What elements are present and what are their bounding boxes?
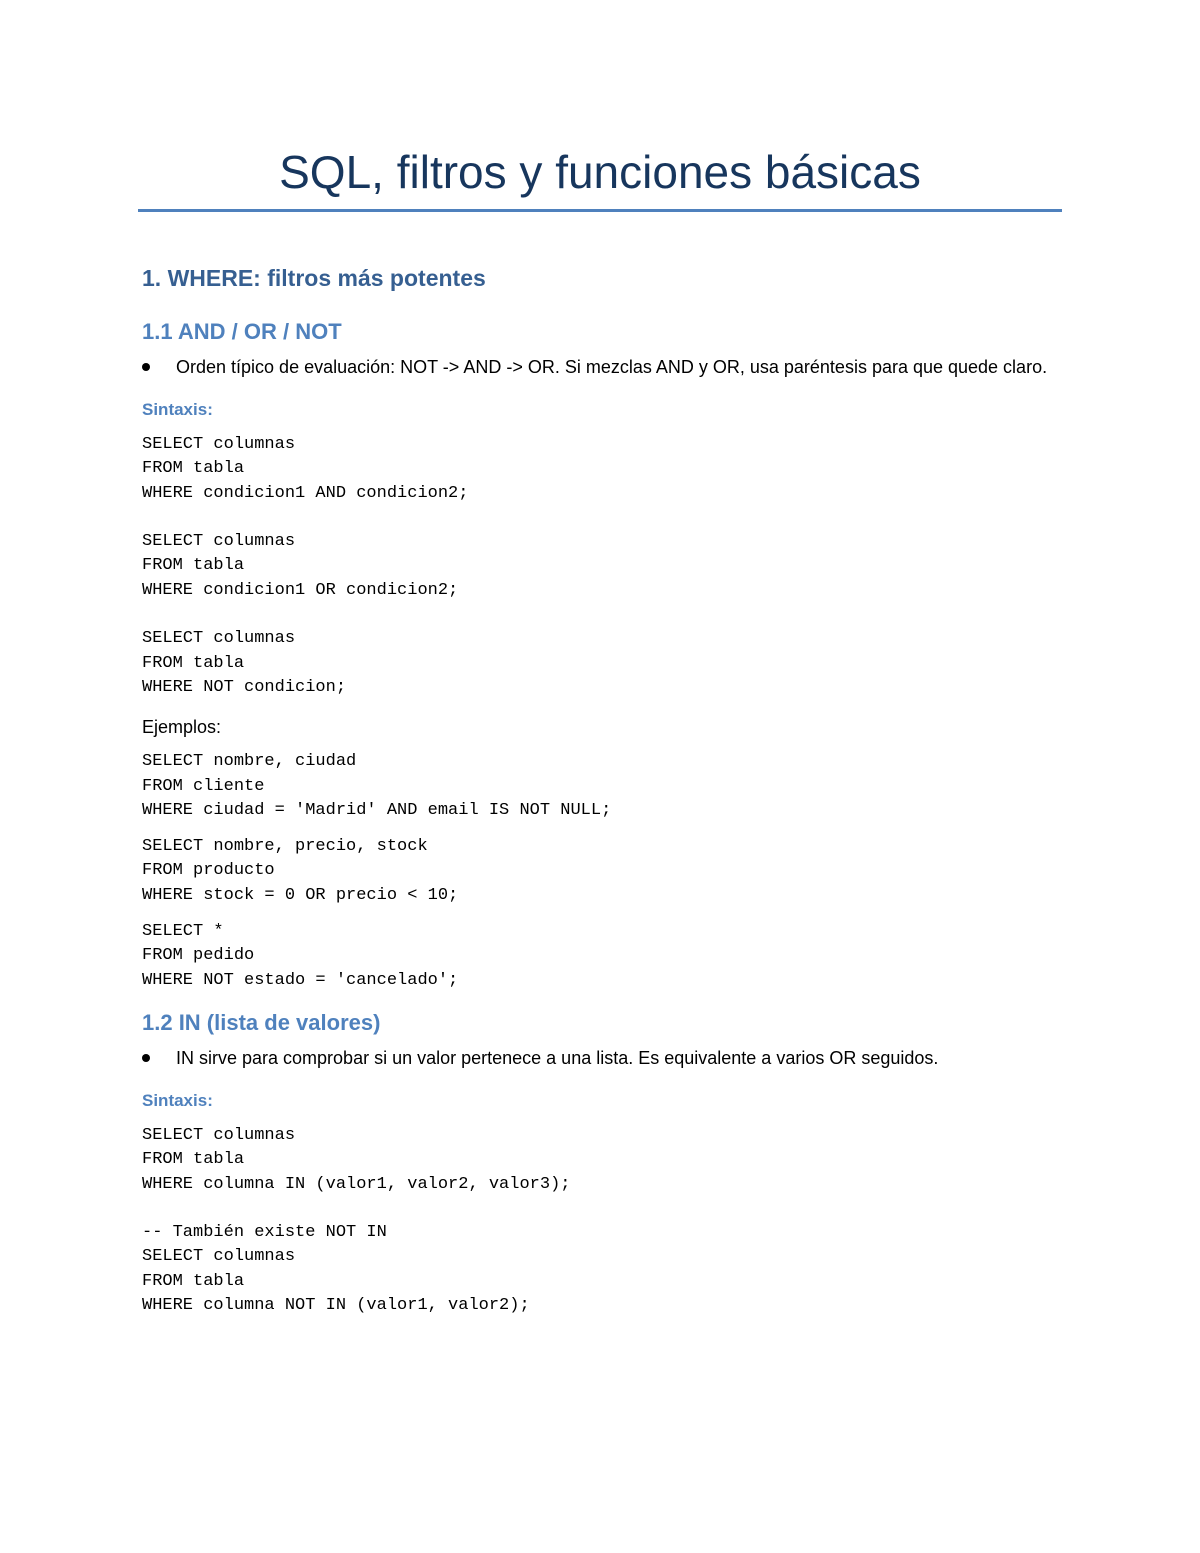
code-line: SELECT columnas	[142, 1125, 296, 1145]
page-title: SQL, filtros y funciones básicas	[279, 146, 921, 198]
syntax-code-block	[142, 1124, 1062, 1318]
syntax-code-block	[142, 433, 1062, 700]
example-code-block	[142, 750, 1062, 823]
title-underline	[138, 209, 1062, 212]
bullet-text: IN sirve para comprobar si un valor pertenece a una lista. Es equivalente a varios OR seguidos.	[176, 1047, 939, 1068]
syntax-label: Sintaxis:	[142, 1090, 213, 1110]
code-line: WHERE condicion1 AND condicion2;	[142, 483, 469, 503]
subsection-1-1-heading: 1.1 AND / OR / NOT	[142, 319, 342, 344]
bullet-icon	[142, 363, 150, 371]
code-line: WHERE condicion1 OR condicion2;	[142, 580, 459, 600]
code-line: SELECT *	[142, 922, 224, 942]
code-line: WHERE ciudad = 'Madrid' AND email IS NOT NULL;	[142, 800, 612, 820]
code-line: WHERE columna NOT IN (valor1, valor2);	[142, 1296, 530, 1316]
code-line: WHERE NOT estado = 'cancelado';	[142, 970, 459, 990]
example-code-block	[142, 835, 1062, 908]
code-line	[142, 603, 1062, 627]
code-line: FROM cliente	[142, 776, 265, 796]
code-line: FROM tabla	[142, 653, 245, 673]
syntax-label: Sintaxis:	[142, 400, 213, 419]
code-line: WHERE stock = 0 OR precio < 10;	[142, 885, 459, 905]
code-line	[142, 1197, 1062, 1221]
list-item	[142, 1043, 1062, 1074]
code-line: FROM tabla	[142, 1150, 245, 1170]
document-body	[142, 256, 1062, 1318]
code-line: FROM pedido	[142, 946, 255, 966]
code-line: SELECT columnas	[142, 532, 296, 552]
list-item	[142, 352, 1062, 383]
code-line: SELECT columnas	[142, 629, 296, 649]
code-line: FROM tabla	[142, 1271, 245, 1291]
code-line: SELECT columnas	[142, 1247, 296, 1267]
code-line: SELECT nombre, ciudad	[142, 752, 357, 772]
bullet-icon	[142, 1054, 150, 1062]
code-line: FROM tabla	[142, 459, 245, 479]
code-line: FROM tabla	[142, 556, 245, 576]
code-line: SELECT nombre, precio, stock	[142, 837, 428, 857]
code-line: SELECT columnas	[142, 435, 296, 454]
bullet-text: Orden típico de evaluación: NOT -> AND -> OR. Si mezclas AND y OR, usa paréntesis para que quede claro.	[176, 357, 1048, 377]
examples-label: Ejemplos:	[142, 717, 222, 738]
code-line: FROM producto	[142, 861, 275, 881]
subsection-1-2-bullets	[142, 1043, 1062, 1074]
code-line	[142, 506, 1062, 530]
example-code-block	[142, 920, 1062, 993]
subsection-1-1-bullets	[142, 352, 1062, 383]
code-line: -- También existe NOT IN	[142, 1223, 387, 1243]
subsection-1-2-heading: 1.2 IN (lista de valores)	[142, 1009, 381, 1035]
section-1-heading: 1. WHERE: filtros más potentes	[142, 265, 486, 291]
code-line: WHERE NOT condicion;	[142, 677, 347, 697]
code-line: WHERE columna IN (valor1, valor2, valor3);	[142, 1174, 571, 1194]
